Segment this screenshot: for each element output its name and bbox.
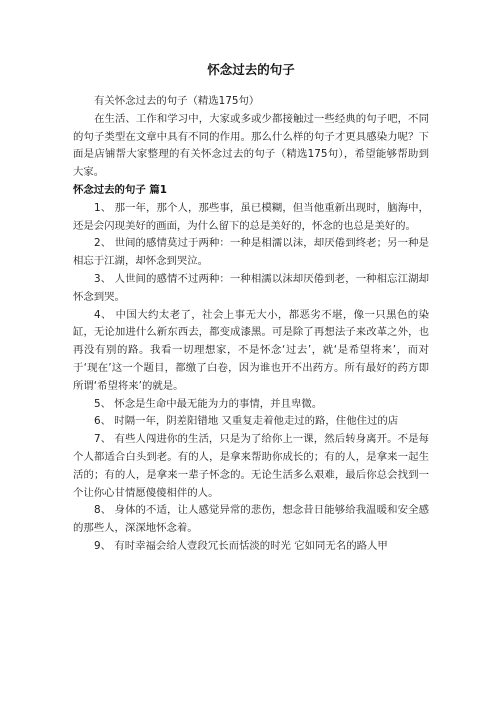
- list-item: 6、 时隔一年，阴差阳错地 又重复走着他走过的路，住他住过的店: [94, 415, 399, 428]
- list-item: 1、 那一年，那个人，那些事，虽已模糊，但当他重新出现时，脑海中，还是会闪现美好的画面，为什么留下的总是美好的，怀念的也总是美好的。: [73, 201, 429, 232]
- document-subtitle: 有关怀念过去的句子（精选175句）: [94, 95, 260, 107]
- list-item: 4、 中国大约太老了，社会上事无大小，都恶劣不堪，像一只黑色的染缸，无论加进什么新东西去，都变成漆黑。可是除了再想法子来改革之外，也再没有别的路。我看一切理想家，不是怀念‘过去’，就‘是希望将来’，而对于‘现在’这一个题目，都缴了白卷，因为谁也开不出药方。所有最好的药方即所谓‘希望将来’的就是。: [73, 308, 429, 392]
- section-heading: 怀念过去的句子 篇1: [73, 183, 167, 196]
- list-item: 7、 有些人闯进你的生活，只是为了给你上一课，然后转身离开。不是每个人都适合白头到老。有的人，是拿来帮助你成长的；有的人，是拿来一起生活的；有的人，是拿来一辈子怀念的。无论生活多么艰难，最后你总会找到一个让你心甘情愿傻傻相伴的人。: [73, 433, 429, 499]
- intro-paragraph: 在生活、工作和学习中，大家或多或少都接触过一些经典的句子吧，不同的句子类型在文章中具有不同的作用。那么什么样的句子才更具感染力呢？下面是店铺帮大家整理的有关怀念过去的句子（精选175句），希望能够帮助到大家。: [73, 112, 429, 179]
- list-item: 8、 身体的不适，让人感觉异常的悲伤，想念昔日能够给我温暖和安全感的那些人，深深地怀念着。: [73, 504, 429, 535]
- document-title: 怀念过去的句子: [207, 62, 295, 77]
- list-item: 2、 世间的感情莫过于两种：一种是相濡以沫，却厌倦到终老；另一种是相忘于江湖，却怀念到哭泣。: [73, 237, 429, 268]
- list-item: 9、 有时幸福会给人壹段冗长而恬淡的时光 它如同无名的路人甲: [94, 539, 388, 552]
- list-item: 5、 怀念是生命中最无能为力的事情，并且卑微。: [94, 397, 323, 410]
- list-item: 3、 人世间的感情不过两种：一种相濡以沫却厌倦到老，一种相忘江湖却怀念到哭。: [73, 272, 429, 303]
